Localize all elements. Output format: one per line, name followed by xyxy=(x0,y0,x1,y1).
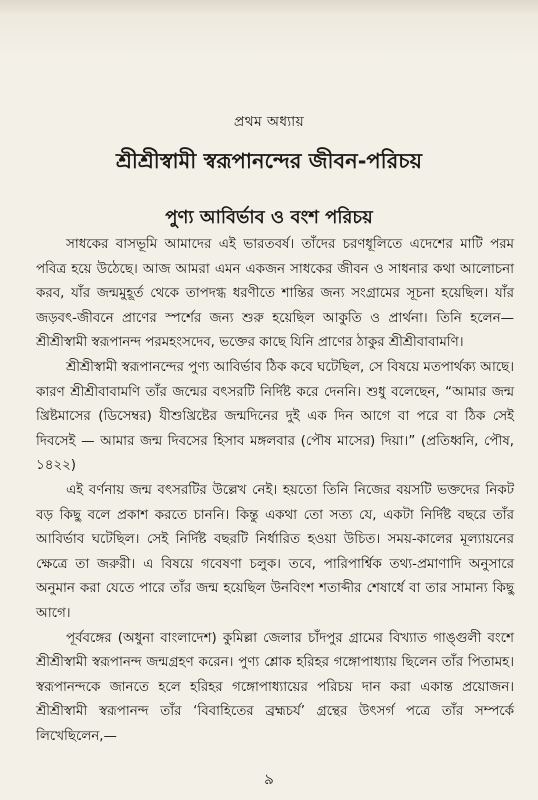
page-top-edge xyxy=(0,0,538,14)
paragraph-text: সাধকের বাসভূমি আমাদের এই ভারতবর্ষ। তাঁদের চরণধূলিতে এদেশের মাটি পরম পবিত্র হয়ে উঠেছে। আজ আমরা এমন একজন সাধকের জীবন ও সাধনার কথা আলোচনা করব, যাঁর জন্মমুহূর্ত থেকে তাপদগ্ধ ধরণীতে শান্তির জন্য সংগ্রামের সূচনা হয়েছিল। যাঁর জড়বৎ-জীবনে প্রাণের স্পর্শের জন্য শুরু হয়েছিল আকুতি ও প্রার্থনা। তিনি হলেন—শ্রীশ্রীস্বামী স্বরূপানন্দ পরমহংসদেব, ভক্তের কাছে যিনি প্রাণের ঠাকুর শ্রীশ্রীবাবামণি। xyxy=(36,237,514,351)
paragraph xyxy=(36,233,514,356)
page-number: ৯ xyxy=(264,770,274,788)
chapter-title: শ্রীশ্রীস্বামী স্বরূপানন্দের জীবন-পরিচয় xyxy=(116,149,422,173)
section-heading: পুণ্য আবির্ভাব ও বংশ পরিচয় xyxy=(165,207,373,228)
paragraph xyxy=(36,627,514,750)
paragraph-text: পূর্ববঙ্গের (অধুনা বাংলাদেশ) কুমিল্লা জেলার চাঁদপুর গ্রামের বিখ্যাত গাঙ্গুলী বংশে শ্রীশ্রীস্বামী স্বরূপানন্দ জন্মগ্রহণ করেন। পুণ্য শ্লোক হরিহর গঙ্গোপাধ্যায় ছিলেন তাঁর পিতামহ। স্বরূপানন্দকে জানতে হলে হরিহর গঙ্গোপাধ্যায়ের পরিচয় দান করা একান্ত প্রয়োজন। শ্রীশ্রীস্বামী স্বরূপানন্দ তাঁর ‘বিবাহিতের ব্রহ্মচর্য’ গ্রন্থের উৎসর্গ পত্রে তাঁর সম্পর্কে লিখেছিলেন,— xyxy=(36,630,514,744)
paragraph-text: শ্রীশ্রীস্বামী স্বরূপানন্দের পুণ্য আবির্ভাব ঠিক কবে ঘটেছিল, সে বিষয়ে মতপার্থক্য আছে। কারণ শ্রীশ্রীবাবামণি তাঁর জন্মের বৎসরটি নির্দিষ্ট করে দেননি। শুধু বলেছেন, “আমার জন্ম খ্রিষ্টমাসের (ডিসেম্বর) যীশুখ্রিষ্টের জন্মদিনের দুই এক দিন আগে বা পরে বা ঠিক সেই দিবসেই — আমার জন্ম দিবসের হিসাব মঙ্গলবার (পৌষ মাসের) দিয়া।” (প্রতিধ্বনি, পৌষ, ১৪২২) xyxy=(36,359,514,474)
chapter-label: প্রথম অধ্যায় xyxy=(233,114,305,130)
paragraph xyxy=(36,479,514,627)
paragraph-text: এই বর্ণনায় জন্ম বৎসরটির উল্লেখ নেই। হয়তো তিনি নিজের বয়সটি ভক্তদের নিকট বড় কিছু বলে প্রকাশ করতে চাননি। কিন্তু একথা তো সত্য যে, একটা নির্দিষ্ট বছরে তাঁর আবির্ভাব ঘটেছিল। সেই নির্দিষ্ট বছরটি নির্ধারিত হওয়া উচিত। সময়-কালের মূল্যায়নের ক্ষেত্রে তা জরুরী। এ বিষয়ে গবেষণা চলুক। তবে, পারিপার্শ্বিক তথ্য-প্রমাণাদি অনুসারে অনুমান করা যেতে পারে তাঁর জন্ম হয়েছিল উনবিংশ শতাব্দীর শেষার্ধে বা তার সামান্য কিছু আগে। xyxy=(36,482,514,621)
paragraph xyxy=(36,356,514,479)
body-text xyxy=(36,233,514,749)
